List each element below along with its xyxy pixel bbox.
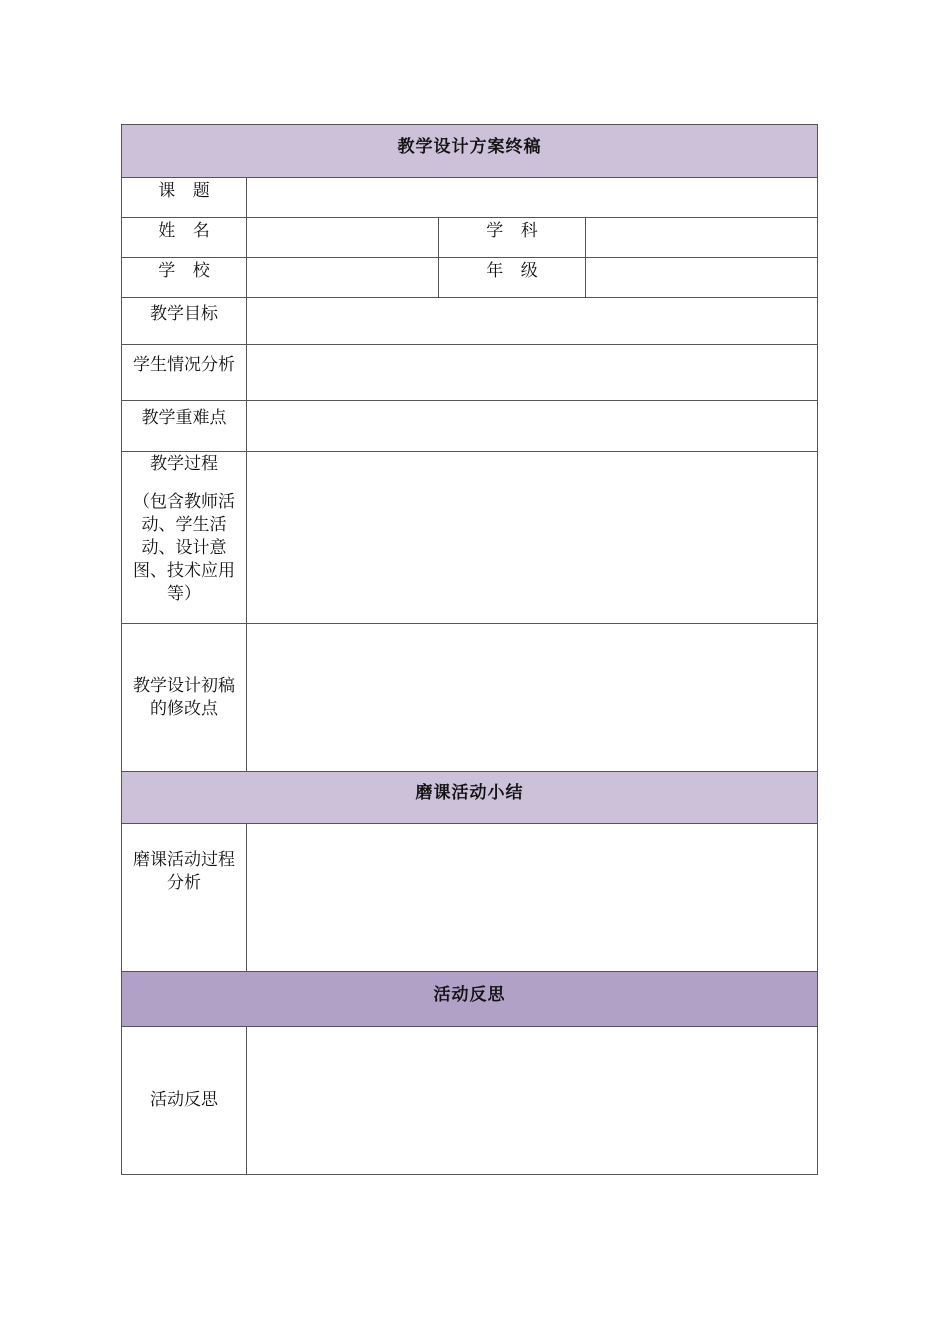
- form-title-header: [122, 125, 818, 178]
- process-label-cell: [122, 452, 247, 624]
- grade-label: 年 级: [486, 261, 544, 281]
- goals-label-cell: [122, 298, 247, 345]
- reflection-field[interactable]: [247, 1027, 818, 1175]
- school-label-cell: [122, 258, 247, 298]
- grade-label-cell: [439, 258, 586, 298]
- goals-label: 教学目标: [150, 304, 218, 324]
- goals-field[interactable]: [247, 298, 818, 345]
- analysis-label: 磨课活动过程分析: [133, 850, 235, 893]
- process-note: （包含教师活动、学生活动、设计意图、技术应用等）: [133, 492, 235, 604]
- key-points-label-cell: [122, 401, 247, 452]
- process-field[interactable]: [247, 452, 818, 624]
- name-label-cell: [122, 218, 247, 258]
- reflection-section-header: [122, 972, 818, 1027]
- name-field[interactable]: [247, 218, 439, 258]
- school-field[interactable]: [247, 258, 439, 298]
- key-points-label: 教学重难点: [141, 408, 227, 428]
- grade-field[interactable]: [586, 258, 818, 298]
- revision-label: 教学设计初稿的修改点: [133, 675, 235, 719]
- reflection-label: 活动反思: [150, 1090, 218, 1110]
- reflection-label-cell: [122, 1027, 247, 1175]
- analysis-field[interactable]: [247, 824, 818, 972]
- reflection-section-title: 活动反思: [433, 984, 506, 1005]
- subject-label: 学 科: [486, 221, 544, 241]
- topic-field[interactable]: [247, 178, 818, 218]
- student-analysis-field[interactable]: [247, 345, 818, 401]
- summary-section-header: [122, 772, 818, 824]
- school-label: 学 校: [158, 261, 216, 281]
- process-label: 教学过程: [150, 454, 218, 474]
- lesson-design-form: [121, 124, 818, 1175]
- subject-label-cell: [439, 218, 586, 258]
- summary-section-title: 磨课活动小结: [415, 783, 524, 803]
- key-points-field[interactable]: [247, 401, 818, 452]
- analysis-label-cell: [122, 824, 247, 972]
- revision-field[interactable]: [247, 624, 818, 772]
- topic-label-cell: [122, 178, 247, 218]
- form-title: 教学设计方案终稿: [397, 136, 542, 157]
- name-label: 姓 名: [158, 221, 216, 241]
- student-analysis-label: 学生情况分析: [133, 355, 235, 375]
- revision-label-cell: [122, 624, 247, 772]
- subject-field[interactable]: [586, 218, 818, 258]
- student-analysis-label-cell: [122, 345, 247, 401]
- topic-label: 课 题: [158, 181, 216, 201]
